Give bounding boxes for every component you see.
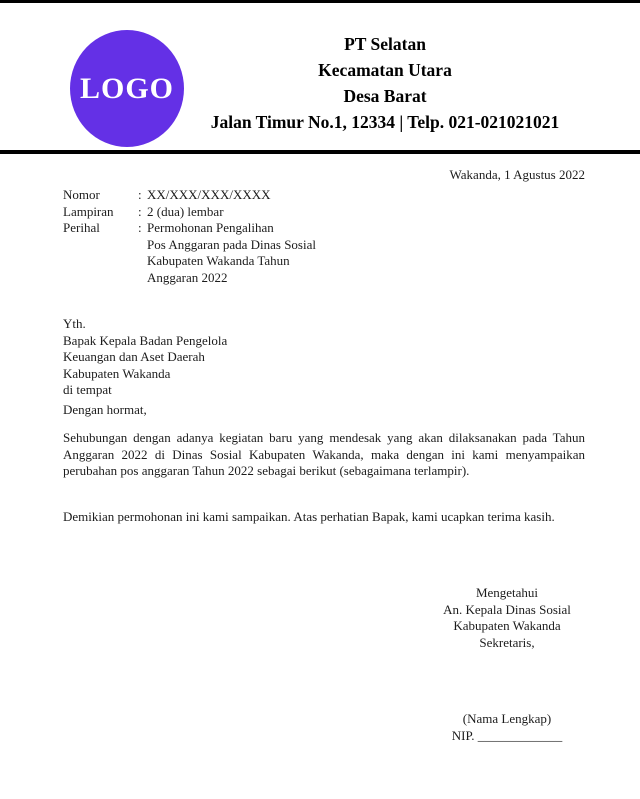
meta-row-lampiran [63,204,585,221]
meta-label: Lampiran [63,203,114,219]
signatory-nip: NIP. _____________ [451,727,563,743]
recipient-line: di tempat [63,382,112,397]
signature-block [407,585,607,744]
recipient-line: Kabupaten Wakanda [63,365,171,381]
body-paragraph: Demikian permohonan ini kami sampaikan. Atas perhatian Bapak, kami ucapkan terima kasih. [63,508,555,524]
letterhead-text [130,31,640,135]
meta-colon: : [138,220,142,235]
signature-line: Kabupaten Wakanda [453,618,561,633]
letterhead-divider [0,150,640,154]
letter-body [63,167,585,744]
signature-line: An. Kepala Dinas Sosial [443,601,571,617]
meta-row-nomor [63,187,585,204]
recipient-line: Yth. [63,316,86,331]
letter-date: Wakanda, 1 Agustus 2022 [449,167,585,182]
recipient-block [63,316,585,399]
letterhead-line-village: Desa Barat [343,86,427,106]
salutation: Dengan hormat, [63,402,147,417]
meta-value: 2 (dua) lembar [147,203,224,219]
signature-line: Mengetahui [475,585,539,600]
meta-value-continuation: Pos Anggaran pada Dinas Sosial [147,236,316,252]
company-name: PT Selatan [344,34,426,54]
signatory-name-placeholder: (Nama Lengkap) [462,711,552,726]
meta-value: XX/XXX/XXX/XXXX [147,187,271,202]
logo-text: LOGO [79,71,174,105]
meta-colon: : [138,203,142,219]
meta-block [63,187,585,286]
meta-value-continuation: Kabupaten Wakanda Tahun [147,253,290,268]
meta-label: Nomor [63,187,100,202]
recipient-line: Keuangan dan Aset Daerah [63,349,205,364]
letterhead-line-address: Jalan Timur No.1, 12334 | Telp. 021-021021021 [210,112,560,132]
meta-value-continuation: Anggaran 2022 [147,269,228,285]
body-paragraph: Sehubungan dengan adanya kegiatan baru yang mendesak yang akan dilaksanakan pada Tahun Anggaran 2022 di Dinas Sosial Kabupaten Wakanda, maka dengan ini kami menyampaikan perubahan pos anggaran Tahun 2022 sebagai berikut (sebagaimana terlampir). [63,430,585,478]
meta-row-perihal [63,220,585,237]
meta-colon: : [138,187,142,202]
letterhead-line-district: Kecamatan Utara [318,60,452,80]
meta-label: Perihal [63,220,100,235]
meta-value: Permohonan Pengalihan [147,220,274,235]
signature-line: Sekretaris, [479,634,535,650]
recipient-line: Bapak Kepala Badan Pengelola [63,332,228,348]
letterhead [0,0,640,150]
